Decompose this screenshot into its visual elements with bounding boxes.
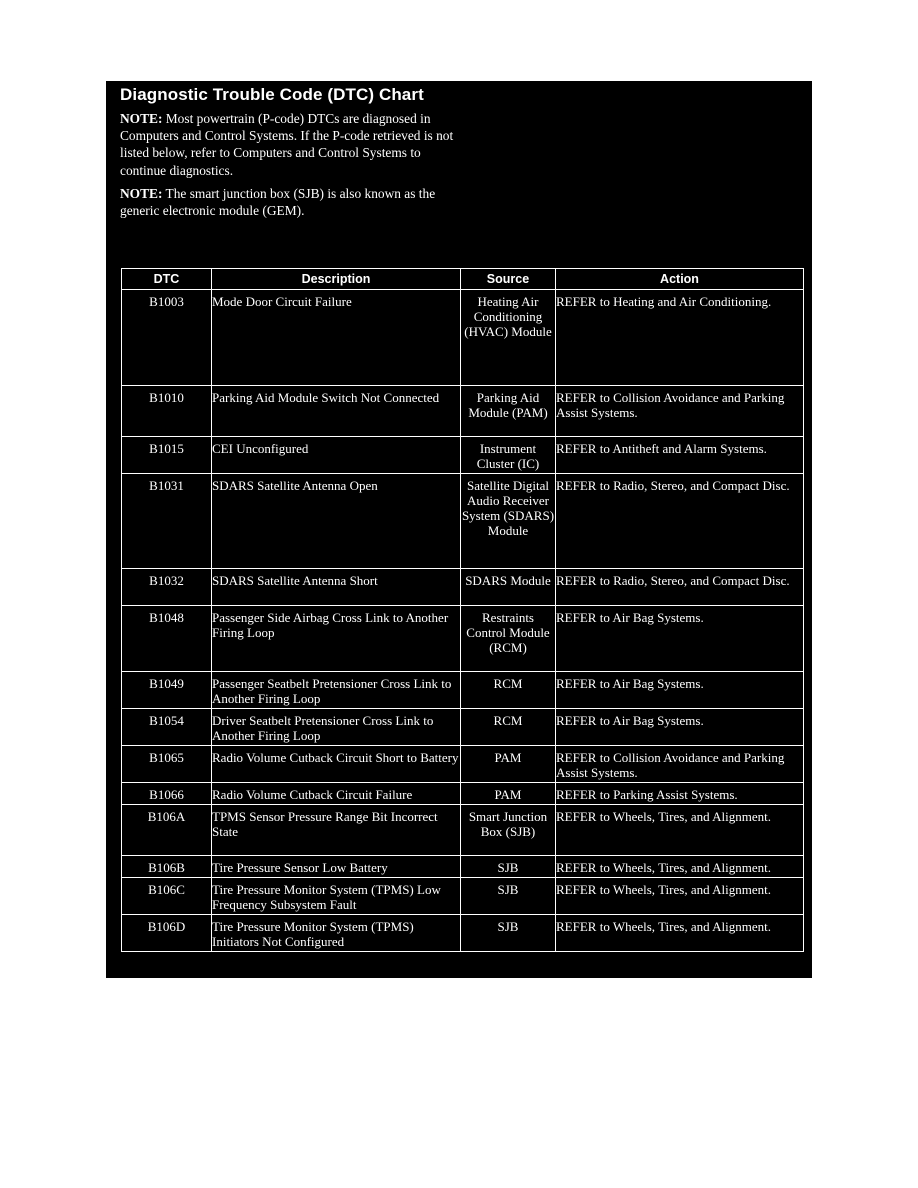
cell-description: Tire Pressure Monitor System (TPMS) Initiators Not Configured bbox=[212, 915, 461, 952]
note-text: The smart junction box (SJB) is also known as the generic electronic module (GEM). bbox=[120, 185, 436, 219]
cell-description: Passenger Side Airbag Cross Link to Another Firing Loop bbox=[212, 606, 461, 672]
header-description: Description bbox=[212, 269, 461, 290]
cell-description: Tire Pressure Monitor System (TPMS) Low Frequency Subsystem Fault bbox=[212, 878, 461, 915]
cell-source: SJB bbox=[461, 915, 556, 952]
cell-dtc: B1031 bbox=[122, 474, 212, 569]
table-row bbox=[122, 878, 804, 915]
notes bbox=[120, 110, 460, 219]
cell-description: SDARS Satellite Antenna Short bbox=[212, 569, 461, 606]
cell-dtc: B106C bbox=[122, 878, 212, 915]
table-row bbox=[122, 569, 804, 606]
cell-source: Heating Air Conditioning (HVAC) Module bbox=[461, 290, 556, 386]
table-row bbox=[122, 746, 804, 783]
cell-description: CEI Unconfigured bbox=[212, 437, 461, 474]
cell-source: PAM bbox=[461, 746, 556, 783]
header-source: Source bbox=[461, 269, 556, 290]
note-sjb bbox=[120, 185, 460, 219]
header-action: Action bbox=[556, 269, 804, 290]
cell-source: SDARS Module bbox=[461, 569, 556, 606]
cell-dtc: B106A bbox=[122, 805, 212, 856]
cell-action: REFER to Air Bag Systems. bbox=[556, 606, 804, 672]
table-row bbox=[122, 437, 804, 474]
cell-description: TPMS Sensor Pressure Range Bit Incorrect State bbox=[212, 805, 461, 856]
cell-dtc: B1032 bbox=[122, 569, 212, 606]
cell-source: Smart Junction Box (SJB) bbox=[461, 805, 556, 856]
cell-description: Radio Volume Cutback Circuit Failure bbox=[212, 783, 461, 805]
note-label: NOTE: bbox=[120, 185, 163, 201]
cell-action: REFER to Air Bag Systems. bbox=[556, 709, 804, 746]
cell-description: Parking Aid Module Switch Not Connected bbox=[212, 386, 461, 437]
cell-action: REFER to Wheels, Tires, and Alignment. bbox=[556, 878, 804, 915]
cell-source: PAM bbox=[461, 783, 556, 805]
cell-source: Parking Aid Module (PAM) bbox=[461, 386, 556, 437]
cell-action: REFER to Wheels, Tires, and Alignment. bbox=[556, 915, 804, 952]
cell-source: SJB bbox=[461, 878, 556, 915]
cell-dtc: B106B bbox=[122, 856, 212, 878]
cell-action: REFER to Heating and Air Conditioning. bbox=[556, 290, 804, 386]
cell-action: REFER to Wheels, Tires, and Alignment. bbox=[556, 856, 804, 878]
dtc-chart-panel bbox=[106, 81, 812, 978]
note-text: Most powertrain (P-code) DTCs are diagnosed in Computers and Control Systems. If the P-code retrieved is not listed below, refer to Computers and Control Systems to continue diagnostics. bbox=[120, 111, 454, 178]
table-header-row bbox=[122, 269, 804, 290]
cell-source: RCM bbox=[461, 709, 556, 746]
cell-source: SJB bbox=[461, 856, 556, 878]
cell-source: RCM bbox=[461, 672, 556, 709]
cell-source: Instrument Cluster (IC) bbox=[461, 437, 556, 474]
cell-dtc: B1054 bbox=[122, 709, 212, 746]
cell-description: Passenger Seatbelt Pretensioner Cross Link to Another Firing Loop bbox=[212, 672, 461, 709]
table-row bbox=[122, 474, 804, 569]
table-row bbox=[122, 915, 804, 952]
cell-dtc: B1065 bbox=[122, 746, 212, 783]
header-dtc: DTC bbox=[122, 269, 212, 290]
table-row bbox=[122, 386, 804, 437]
cell-action: REFER to Radio, Stereo, and Compact Disc. bbox=[556, 569, 804, 606]
table-row bbox=[122, 672, 804, 709]
cell-source: Satellite Digital Audio Receiver System (SDARS) Module bbox=[461, 474, 556, 569]
cell-action: REFER to Parking Assist Systems. bbox=[556, 783, 804, 805]
cell-action: REFER to Collision Avoidance and Parking Assist Systems. bbox=[556, 386, 804, 437]
note-powertrain bbox=[120, 110, 460, 179]
cell-action: REFER to Radio, Stereo, and Compact Disc. bbox=[556, 474, 804, 569]
cell-source: Restraints Control Module (RCM) bbox=[461, 606, 556, 672]
cell-dtc: B1010 bbox=[122, 386, 212, 437]
cell-description: SDARS Satellite Antenna Open bbox=[212, 474, 461, 569]
page-title: Diagnostic Trouble Code (DTC) Chart bbox=[120, 85, 424, 104]
cell-dtc: B1066 bbox=[122, 783, 212, 805]
cell-dtc: B1003 bbox=[122, 290, 212, 386]
table-row bbox=[122, 856, 804, 878]
cell-dtc: B1048 bbox=[122, 606, 212, 672]
cell-action: REFER to Air Bag Systems. bbox=[556, 672, 804, 709]
cell-action: REFER to Collision Avoidance and Parking Assist Systems. bbox=[556, 746, 804, 783]
cell-description: Driver Seatbelt Pretensioner Cross Link to Another Firing Loop bbox=[212, 709, 461, 746]
cell-action: REFER to Wheels, Tires, and Alignment. bbox=[556, 805, 804, 856]
table-row bbox=[122, 290, 804, 386]
cell-dtc: B1049 bbox=[122, 672, 212, 709]
dtc-table bbox=[121, 268, 804, 952]
cell-dtc: B1015 bbox=[122, 437, 212, 474]
cell-description: Radio Volume Cutback Circuit Short to Battery bbox=[212, 746, 461, 783]
cell-description: Mode Door Circuit Failure bbox=[212, 290, 461, 386]
table-row bbox=[122, 709, 804, 746]
table-row bbox=[122, 783, 804, 805]
cell-description: Tire Pressure Sensor Low Battery bbox=[212, 856, 461, 878]
note-label: NOTE: bbox=[120, 111, 163, 126]
cell-dtc: B106D bbox=[122, 915, 212, 952]
table-row bbox=[122, 606, 804, 672]
cell-action: REFER to Antitheft and Alarm Systems. bbox=[556, 437, 804, 474]
table-row bbox=[122, 805, 804, 856]
